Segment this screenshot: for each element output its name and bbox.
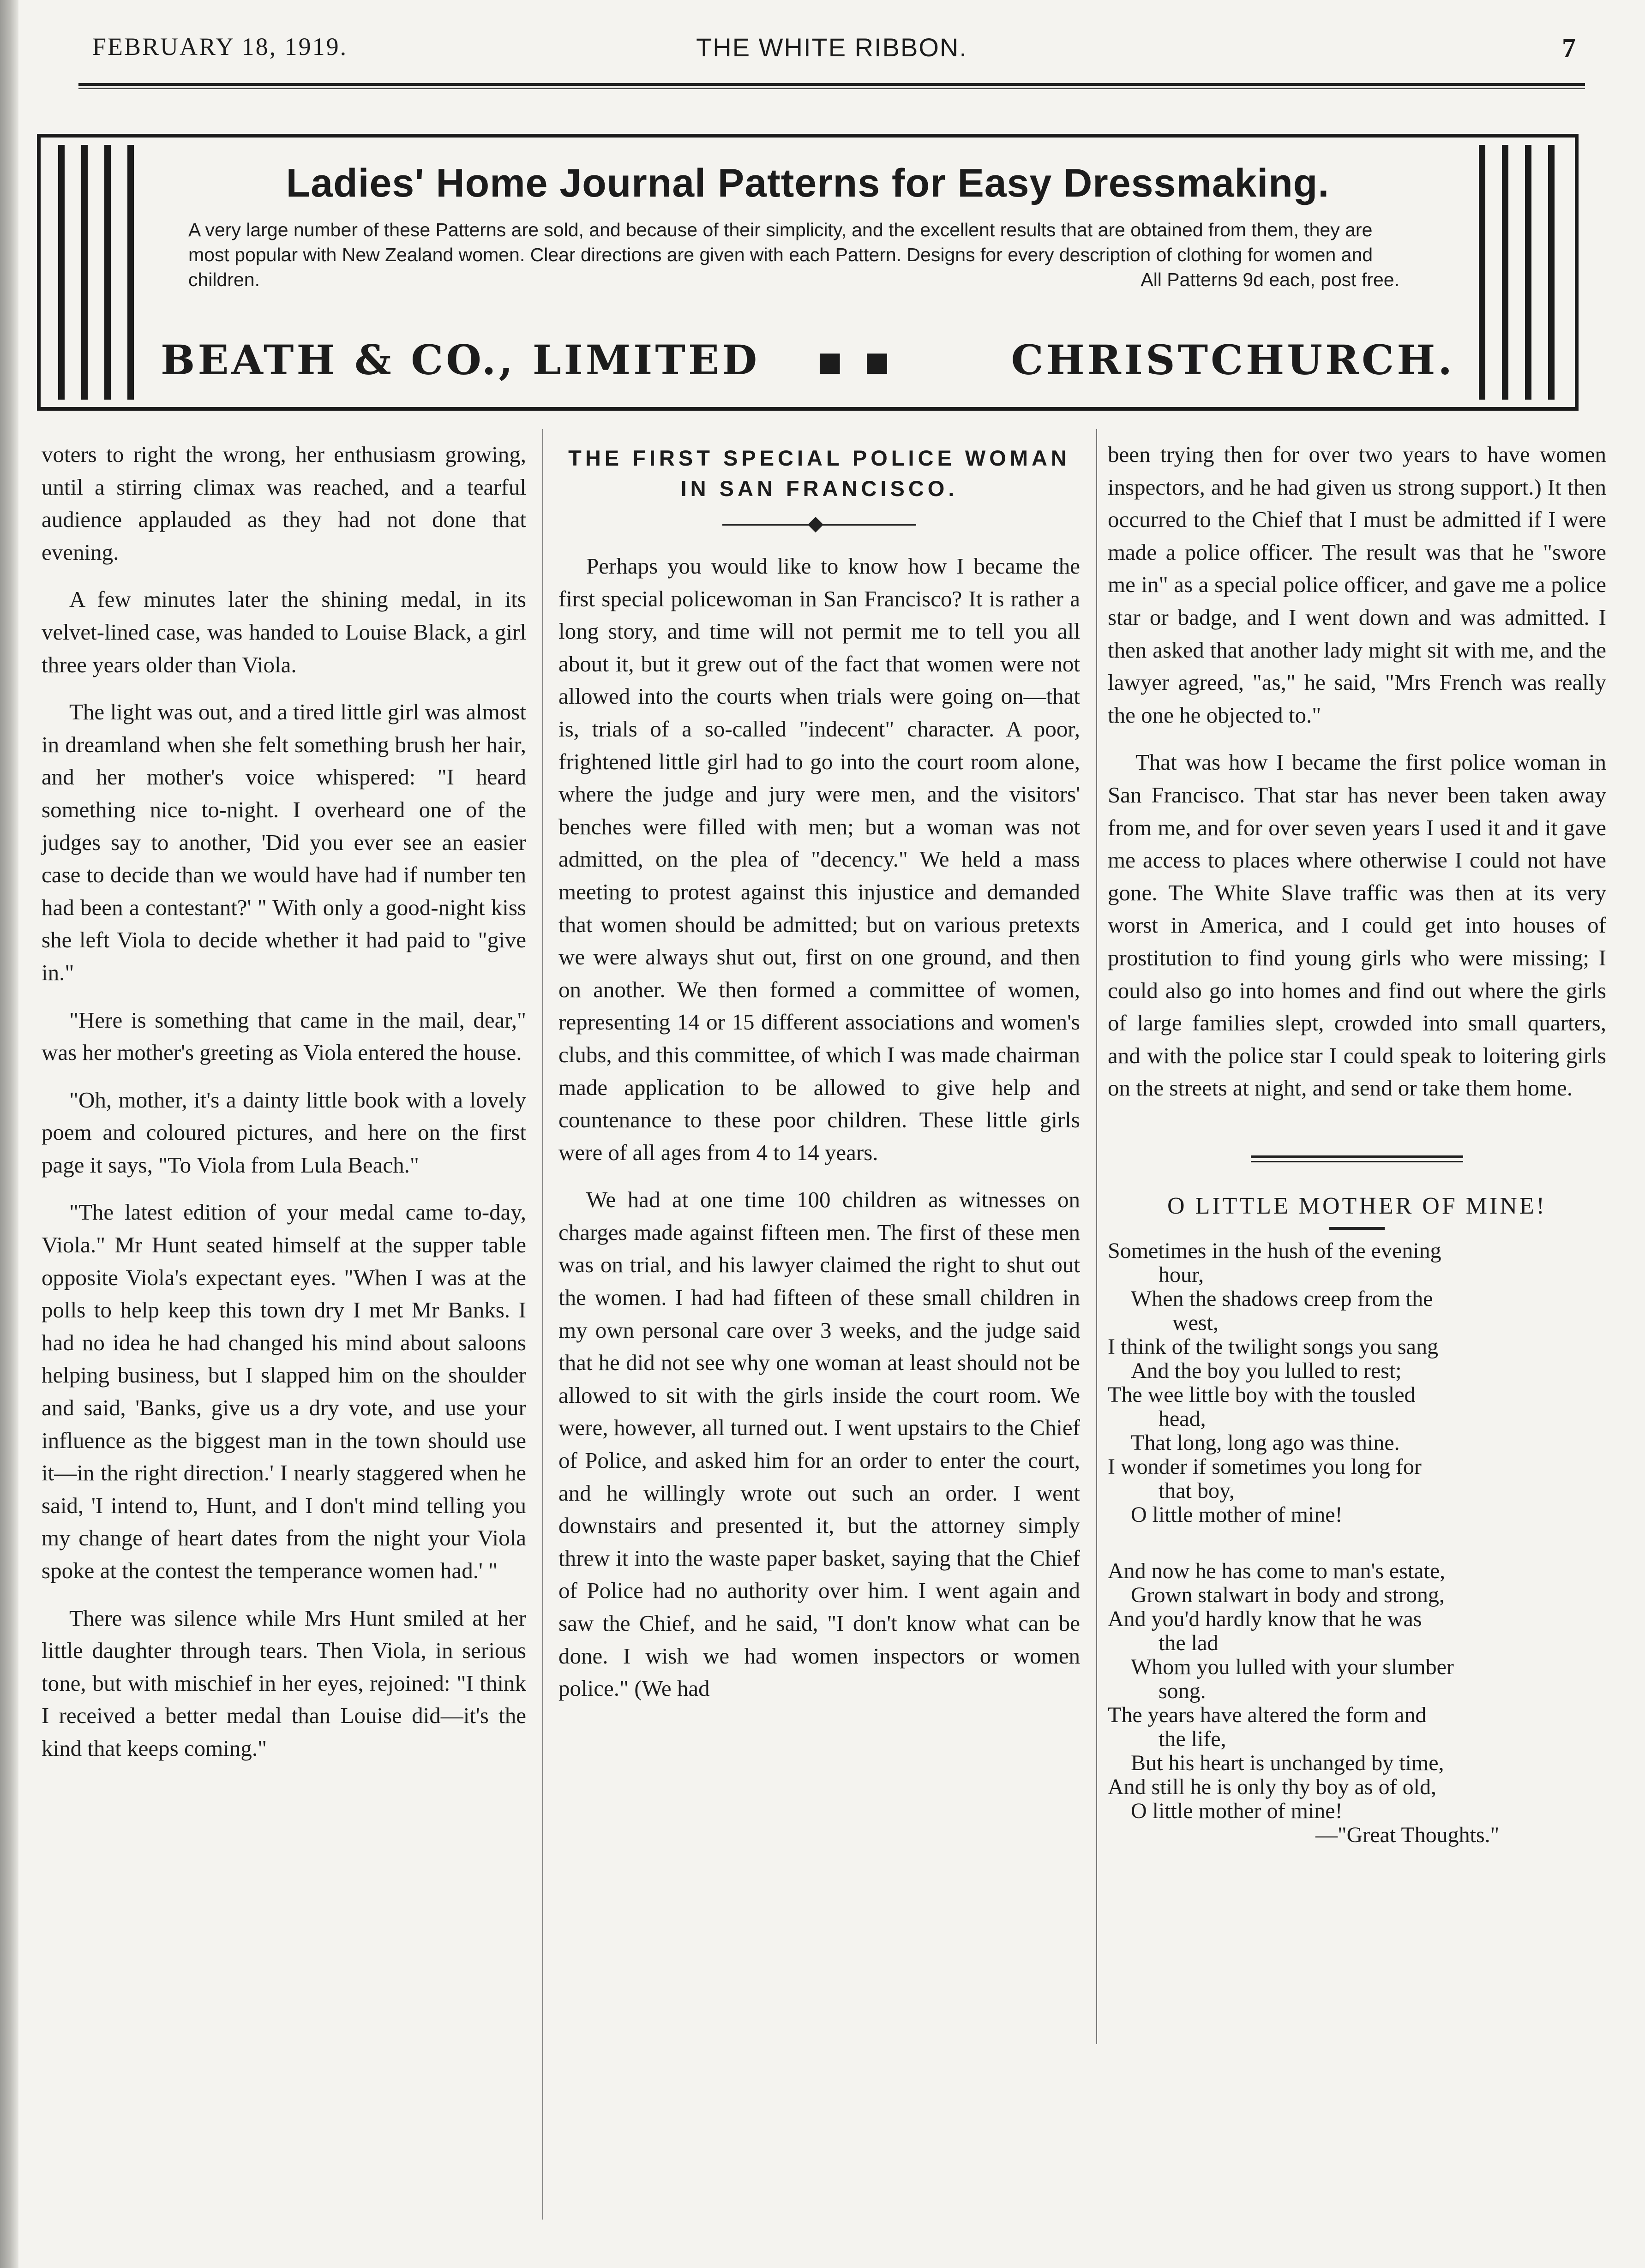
poem-line: When the shadows creep from the bbox=[1131, 1287, 1433, 1311]
poem-source: —"Great Thoughts." bbox=[1315, 1823, 1500, 1848]
article-heading: THE FIRST SPECIAL POLICE WOMAN IN SAN FRANCISCO. bbox=[568, 446, 1070, 501]
poem-line: Sometimes in the hush of the evening bbox=[1108, 1239, 1441, 1263]
paragraph: We had at one time 100 children as witnesses on charges made against fifteen men. The first of these men was on trial, and his lawyer claimed the right to shut out the women. I had had fifteen of these small children in my own personal care over 3 weeks, and the judge said that he did not see why one woman at least should not be allowed to sit with the girls inside the court room. We were, however, all turned out. I went upstairs to the Chief of Police, and asked him for an order to enter the court, and he willingly wrote out such an order. I went downstairs and presented it, but the attorney simply threw it into the waste paper basket, saying that the Chief of Police had no authority over him. I went again and saw the Chief, and he said, "I don't know what can be done. I wish we had women inspectors or women police." (We had bbox=[558, 1187, 1080, 1701]
poem-line: the life, bbox=[1159, 1727, 1226, 1752]
advert-border-bars-left bbox=[49, 145, 146, 400]
header-rule bbox=[78, 83, 1585, 89]
heading-ornament bbox=[722, 518, 916, 532]
poem-line: O little mother of mine! bbox=[1131, 1502, 1343, 1527]
issue-date: FEBRUARY 18, 1919. bbox=[92, 33, 348, 60]
advert-border-bars-right bbox=[1470, 145, 1567, 400]
poem-line: I wonder if sometimes you long for bbox=[1108, 1454, 1422, 1479]
advert-separator: ▪ ▪ bbox=[816, 336, 894, 384]
poem-line: I think of the twilight songs you sang bbox=[1108, 1334, 1438, 1359]
column-rule bbox=[542, 429, 543, 2220]
poem-line: head, bbox=[1159, 1406, 1206, 1431]
poem-line: And you'd hardly know that he was bbox=[1108, 1607, 1422, 1632]
advertisement-box bbox=[37, 134, 1579, 411]
poem-line: And now he has come to man's estate, bbox=[1108, 1559, 1446, 1584]
advert-firm: BEATH & CO., LIMITED bbox=[161, 336, 760, 384]
paragraph: been trying then for over two years to have women inspectors, and he had given us strong support.) It then occurred to the Chief that I must be admitted if I were made a police officer. The result was that he "swore me in" as a special police officer, and gave me a police star or badge, and I went down and was admitted. I then asked that another lady might sit with me, and the lawyer agreed, "as," he said, "Mrs French was really the one he objected to." bbox=[1108, 442, 1606, 728]
poem-line: O little mother of mine! bbox=[1131, 1799, 1343, 1824]
poem-line: And the boy you lulled to rest; bbox=[1131, 1358, 1402, 1383]
poem-line: Grown stalwart in body and strong, bbox=[1131, 1583, 1445, 1608]
paragraph: A few minutes later the shining medal, in its velvet-lined case, was handed to Louise Black, a girl three years older than Viola. bbox=[42, 586, 526, 677]
paragraph: voters to right the wrong, her enthusiasm growing, until a stirring climax was reached, and a tearful audience applauded as they had not done that evening. bbox=[42, 442, 526, 565]
advert-city: CHRISTCHURCH. bbox=[1011, 336, 1455, 384]
poem-line: The years have altered the form and bbox=[1108, 1703, 1427, 1728]
paragraph: That was how I became the first police woman in San Francisco. That star has never been taken away from me, and for over seven years I used it and it gave me access to places where otherwise I could not have gone. The White Slave traffic was then at its very worst in America, and I could get into houses of prostitution to find young girls who were missing; I could also go into homes and find out where the girls of large families slept, crowded into small quarters, and with the police star I could speak to loitering girls on the streets at night, and send or take them home. bbox=[1108, 749, 1606, 1101]
paragraph: Perhaps you would like to know how I became the first special policewoman in San Francisco? It is rather a long story, and time will not permit me to tell you all about it, but it grew out of the fact that women were not allowed into the courts when trials were going on—that is, trials of a so-called "indecent" character. A poor, frightened little girl had to go into the court room alone, where the judge and jury were men, and the visitors' benches were filled with men; but a woman was not admitted, on the plea of "decency." We held a mass meeting to protest against this injustice and demanded that women should be admitted; but on various pretexts we were always shut out, first on one ground, and then on another. We then formed a committee of women, representing 14 or 15 different associations and women's clubs, and this committee, of which I was made chairman made application to be allowed to give help and countenance to these poor children. These little girls were of all ages from 4 to 14 years. bbox=[558, 553, 1080, 1165]
advert-price: All Patterns 9d each, post free. bbox=[1141, 269, 1399, 290]
poem-line: west, bbox=[1172, 1311, 1219, 1335]
advert-title: Ladies' Home Journal Patterns for Easy Dressmaking. bbox=[286, 161, 1330, 205]
poem-line: the lad bbox=[1159, 1631, 1219, 1656]
page-number: 7 bbox=[1562, 33, 1576, 63]
paragraph: There was silence while Mrs Hunt smiled at her little daughter through tears. Then Viola, in serious tone, but with mischief in her eyes, rejoined: "I think I received a better medal than Louise did—it's the kind that keeps coming." bbox=[42, 1605, 526, 1761]
poem-line: The wee little boy with the tousled bbox=[1108, 1382, 1416, 1407]
poem-title-dash bbox=[1329, 1227, 1385, 1230]
article-continuation-column bbox=[1108, 438, 1606, 1847]
poem-line: And still he is only thy boy as of old, bbox=[1108, 1775, 1436, 1800]
column-rule bbox=[1096, 429, 1097, 2044]
running-head bbox=[51, 32, 1613, 74]
paragraph: "Oh, mother, it's a dainty little book with a lovely poem and coloured pictures, and here on the first page it says, "To Viola from Lula Beach." bbox=[42, 1087, 526, 1178]
poem-line: But his heart is unchanged by time, bbox=[1131, 1751, 1444, 1776]
poem-title: O LITTLE MOTHER OF MINE! bbox=[1167, 1192, 1547, 1219]
poem-line: Whom you lulled with your slumber bbox=[1131, 1655, 1454, 1680]
poem-line: song. bbox=[1159, 1679, 1206, 1704]
poem-line: that boy, bbox=[1159, 1478, 1235, 1503]
paragraph: The light was out, and a tired little girl was almost in dreamland when she felt something brush her hair, and her mother's voice whispered: "I heard something nice to-night. I overheard one of the judges say to another, 'Did you ever see an easier case to decide than we would have had if number ten had been a contestant?' " With only a good-night kiss she left Viola to decide whether it had paid to "give in." bbox=[42, 699, 526, 985]
article-column bbox=[558, 438, 1080, 1720]
story-continuation-column bbox=[42, 438, 526, 1780]
paragraph: "The latest edition of your medal came to-day, Viola." Mr Hunt seated himself at the supper table opposite Viola's expectant eyes. "When I was at the polls to help keep this town dry I met Mr Banks. I had no idea he had changed his mind about saloons helping business, but I slapped him on the shoulder and said, 'Banks, give us a dry vote, and use your influence as the biggest man in the town should use it—in the right direction.' I nearly staggered when he said, 'I intend to, Hunt, and I don't mind telling you my change of heart dates from the night your Viola spoke at the contest the temperance women had.' " bbox=[42, 1199, 526, 1583]
newspaper-page bbox=[18, 0, 1645, 2268]
poem-line: hour, bbox=[1159, 1263, 1204, 1287]
section-separator bbox=[1251, 1155, 1463, 1162]
poem-line: That long, long ago was thine. bbox=[1131, 1430, 1400, 1455]
paragraph: "Here is something that came in the mail, dear," was her mother's greeting as Viola entered the house. bbox=[42, 1007, 526, 1065]
poem bbox=[1108, 1239, 1606, 1847]
advert-body: A very large number of these Patterns are sold, and because of their simplicity, and the excellent results that are obtained from them, they are most popular with New Zealand women. Clear directions are given with each Pattern. Designs for every description of clothing for women and children. bbox=[188, 219, 1373, 290]
page-binding-edge bbox=[0, 0, 18, 2268]
publication-title: THE WHITE RIBBON. bbox=[696, 33, 967, 62]
